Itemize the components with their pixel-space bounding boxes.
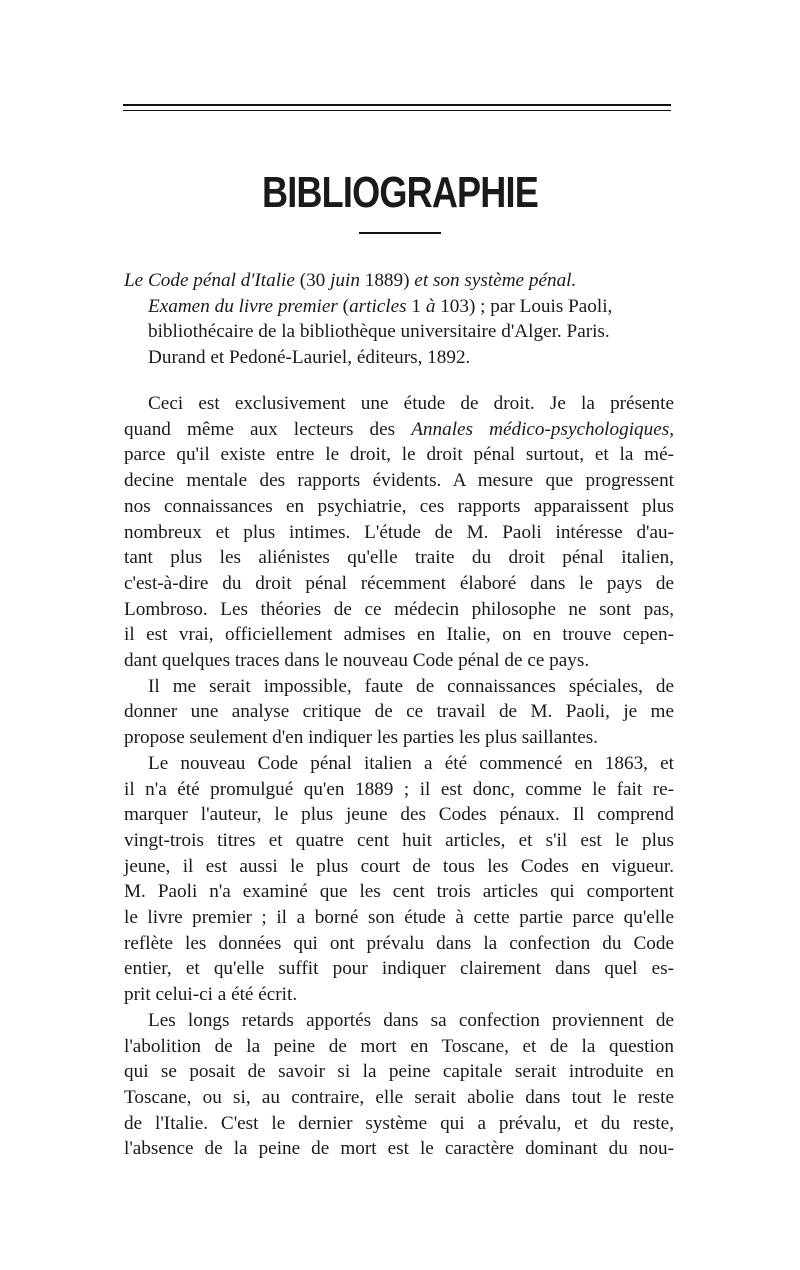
- text-line: tant plus les aliénistes qu'elle traite du droit pénal italien,: [124, 547, 674, 569]
- text-line: propose seulement d'en indiquer les parties les plus saillantes.: [124, 727, 598, 749]
- text-line: donner une analyse critique de ce travail de M. Paoli, je me: [124, 701, 674, 723]
- text-line: Les longs retards apportés dans sa confection proviennent de: [148, 1009, 674, 1031]
- bibliographic-reference: [124, 268, 674, 370]
- reference-title: Le Code pénal d'Italie: [124, 270, 295, 291]
- text-line: le livre premier ; il a borné son étude à cette partie parce qu'elle: [124, 907, 674, 929]
- reference-line: bibliothécaire de la bibliothèque universitaire d'Alger. Paris.: [148, 321, 610, 343]
- reference-text: Examen du livre premier: [148, 295, 338, 317]
- reference-text: (: [337, 295, 350, 317]
- text-line: marquer l'auteur, le plus jeune des Codes pénaux. Il comprend: [124, 804, 674, 826]
- text-line: dant quelques traces dans le nouveau Code pénal de ce pays.: [124, 650, 590, 672]
- text-line: il est vrai, officiellement admises en Italie, on en trouve cepen-: [124, 624, 674, 646]
- text-line: vingt-trois titres et quatre cent huit articles, et s'il est le plus: [124, 829, 674, 851]
- reference-text: et son système pénal.: [414, 270, 577, 291]
- text-line: nombreux et plus intimes. L'étude de M. Paoli intéresse d'au-: [124, 521, 674, 543]
- reference-text: à: [425, 295, 436, 317]
- reference-text: juin: [330, 270, 360, 291]
- text-line: M. Paoli n'a examiné que les cent trois articles qui comportent: [124, 881, 674, 903]
- page-title: BIBLIOGRAPHIE: [261, 168, 538, 217]
- text-line: prit celui-ci a été écrit.: [124, 984, 298, 1006]
- text-line: entier, et qu'elle suffit pour indiquer clairement dans quel es-: [124, 958, 674, 980]
- reference-text: articles: [349, 295, 407, 317]
- reference-text: 1: [406, 295, 426, 317]
- reference-text: 103) ; par Louis Paoli,: [435, 295, 613, 317]
- body-text: [124, 391, 674, 1162]
- top-rule: [123, 104, 671, 111]
- text-line: reflète les données qui ont prévalu dans la confection du Code: [124, 932, 674, 954]
- text-line: de l'Italie. C'est le dernier système qui a prévalu, et du reste,: [124, 1112, 674, 1134]
- text-line: decine mentale des rapports évidents. A mesure que progressent: [124, 470, 674, 492]
- text-line: l'abolition de la peine de mort en Toscane, et de la question: [124, 1035, 674, 1057]
- text-line: [124, 417, 674, 443]
- text-line: Lombroso. Les théories de ce médecin philosophe ne sont pas,: [124, 598, 674, 620]
- reference-line: [124, 294, 674, 320]
- text-line: l'absence de la peine de mort est le caractère dominant du nou-: [124, 1138, 674, 1160]
- reference-line: [124, 268, 674, 294]
- text-line: Le nouveau Code pénal italien a été commencé en 1863, et: [148, 752, 674, 774]
- text-line: nos connaissances en psychiatrie, ces rapports apparaissent plus: [124, 495, 674, 517]
- reference-text: 1889): [359, 270, 415, 291]
- title-underline: [359, 232, 441, 234]
- text-line: qui se posait de savoir si la peine capitale serait introduite en: [124, 1061, 674, 1083]
- text-line: Toscane, ou si, au contraire, elle serait abolie dans tout le reste: [124, 1086, 674, 1108]
- text-line: Il me serait impossible, faute de connaissances spéciales, de: [148, 675, 674, 697]
- text-line: c'est-à-dire du droit pénal récemment élaboré dans le pays de: [124, 572, 674, 594]
- text-line: parce qu'il existe entre le droit, le droit pénal surtout, et la mé-: [124, 444, 674, 466]
- text-line: il n'a été promulgué qu'en 1889 ; il est donc, comme le fait re-: [124, 778, 674, 800]
- text-segment: quand même aux lecteurs des: [124, 418, 412, 440]
- text-line: Ceci est exclusivement une étude de droit. Je la présente: [148, 393, 674, 414]
- reference-text: (30: [294, 270, 331, 291]
- text-line: jeune, il est aussi le plus court de tous les Codes en vigueur.: [124, 855, 674, 877]
- reference-line: Durand et Pedoné-Lauriel, éditeurs, 1892.: [148, 346, 471, 368]
- journal-title: Annales médico-psychologiques,: [411, 418, 674, 440]
